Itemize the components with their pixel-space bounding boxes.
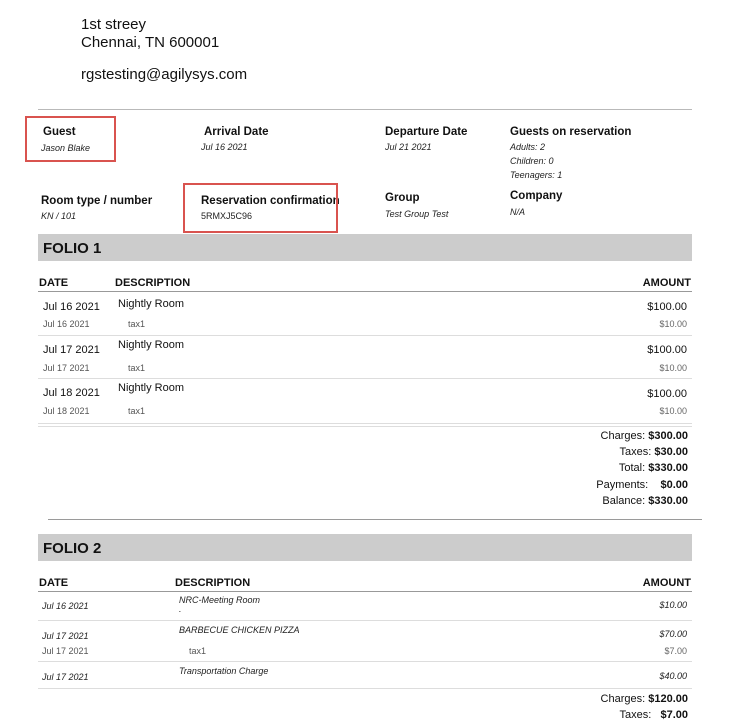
folio1-row2-description: Nightly Room <box>118 339 185 351</box>
folio1-row1-date: Jul 16 2021 <box>43 301 100 313</box>
folio1-row2-tax-label: tax1 <box>128 363 146 373</box>
folio1-row3-tax-amount: $10.00 <box>659 406 687 416</box>
folio2-taxes-label: Taxes: <box>619 709 652 721</box>
folio2-taxes-value: $7.00 <box>660 709 688 721</box>
folio1-row2-tax-date: Jul 17 2021 <box>43 363 90 373</box>
row-divider <box>38 620 692 621</box>
folio1-total <box>540 462 688 474</box>
folio1-balance-value: $330.00 <box>648 495 688 507</box>
room-label: Room type / number <box>41 195 153 207</box>
confirmation-label: Reservation confirmation <box>201 195 340 207</box>
confirmation-highlight-box <box>183 183 338 233</box>
folio1-balance <box>540 495 688 507</box>
folio1-taxes-label: Taxes: <box>619 446 652 458</box>
folio1-charges <box>540 430 688 442</box>
folio1-payments-label: Payments: <box>596 479 649 491</box>
folio2-row2-date: Jul 17 2021 <box>42 631 89 641</box>
folio2-taxes <box>540 709 688 721</box>
folio1-total-label: Total: <box>618 462 646 474</box>
company-label: Company <box>510 190 563 202</box>
folio1-row2-date: Jul 17 2021 <box>43 344 100 356</box>
folio1-charges-value: $300.00 <box>648 430 688 442</box>
row-divider <box>38 688 692 689</box>
company-value: N/A <box>510 207 526 217</box>
folio1-col-amount: AMOUNT <box>642 277 691 289</box>
folio1-taxes <box>540 446 688 458</box>
folio2-row1-note: . <box>179 604 182 614</box>
folio1-row1-amount: $100.00 <box>647 301 687 313</box>
folio2-header-rule <box>38 591 692 592</box>
folio2-charges-label: Charges: <box>600 693 646 705</box>
folio2-charges-value: $120.00 <box>648 693 688 705</box>
folio1-row3-amount: $100.00 <box>647 388 687 400</box>
folio2-row2-amount: $70.00 <box>659 629 687 639</box>
folio1-payments <box>540 479 688 491</box>
confirmation-value: 5RMXJ5C96 <box>201 211 253 221</box>
group-label: Group <box>385 192 420 204</box>
divider <box>48 519 702 520</box>
row-divider <box>38 426 692 427</box>
folio2-row3-date: Jul 17 2021 <box>42 672 89 682</box>
folio1-title: FOLIO 1 <box>43 240 102 257</box>
folio1-col-description: DESCRIPTION <box>115 277 191 289</box>
folio2-col-description: DESCRIPTION <box>175 577 251 589</box>
divider <box>38 109 692 110</box>
row-divider <box>38 378 692 379</box>
address-street: 1st streey <box>81 16 147 33</box>
departure-value: Jul 21 2021 <box>385 142 432 152</box>
departure-label: Departure Date <box>385 126 468 138</box>
folio1-header-rule <box>38 291 692 292</box>
guest-label: Guest <box>43 126 76 138</box>
folio2-row1-date: Jul 16 2021 <box>42 601 89 611</box>
folio1-row3-tax-label: tax1 <box>128 406 146 416</box>
folio1-charges-label: Charges: <box>600 430 646 442</box>
folio1-row3-description: Nightly Room <box>118 382 185 394</box>
folio1-payments-value: $0.00 <box>660 479 688 491</box>
guest-highlight-box <box>25 116 116 162</box>
folio1-row3-date: Jul 18 2021 <box>43 387 100 399</box>
guests-adults: Adults: 2 <box>510 142 546 152</box>
folio1-total-value: $330.00 <box>648 462 688 474</box>
folio2-row2-description: BARBECUE CHICKEN PIZZA <box>179 625 300 635</box>
guests-label: Guests on reservation <box>510 126 632 138</box>
folio1-row3-tax-date: Jul 18 2021 <box>43 406 90 416</box>
guest-value: Jason Blake <box>41 143 91 153</box>
folio2-row3-amount: $40.00 <box>659 671 687 681</box>
folio1-row1-tax-date: Jul 16 2021 <box>43 319 90 329</box>
address-city: Chennai, TN 600001 <box>81 34 220 51</box>
folio2-title: FOLIO 2 <box>43 540 102 557</box>
folio1-balance-label: Balance: <box>602 495 646 507</box>
group-value: Test Group Test <box>385 209 449 219</box>
guests-teenagers: Teenagers: 1 <box>510 170 563 180</box>
folio1-header <box>38 234 692 261</box>
folio2-charges <box>540 693 688 705</box>
arrival-label: Arrival Date <box>204 126 269 138</box>
folio2-header <box>38 534 692 561</box>
folio2-row2-tax-amount: $7.00 <box>664 646 687 656</box>
row-divider <box>38 335 692 336</box>
folio2-col-date: DATE <box>39 577 69 589</box>
folio1-row2-amount: $100.00 <box>647 344 687 356</box>
folio1-row1-description: Nightly Room <box>118 298 185 310</box>
folio2-row2-tax-date: Jul 17 2021 <box>42 646 89 656</box>
row-divider <box>38 423 692 424</box>
address-email: rgstesting@agilysys.com <box>81 66 248 83</box>
folio1-taxes-value: $30.00 <box>654 446 688 458</box>
folio2-col-amount: AMOUNT <box>642 577 691 589</box>
folio1-col-date: DATE <box>39 277 69 289</box>
folio1-row2-tax-amount: $10.00 <box>659 363 687 373</box>
folio1-row1-tax-label: tax1 <box>128 319 146 329</box>
folio2-row2-tax-label: tax1 <box>189 646 207 656</box>
folio2-row1-description: NRC-Meeting Room <box>179 595 261 605</box>
folio2-row3-description: Transportation Charge <box>179 666 269 676</box>
arrival-value: Jul 16 2021 <box>201 142 248 152</box>
guests-children: Children: 0 <box>510 156 554 166</box>
room-value: KN / 101 <box>41 211 77 221</box>
folio1-row1-tax-amount: $10.00 <box>659 319 687 329</box>
row-divider <box>38 661 692 662</box>
folio2-row1-amount: $10.00 <box>659 600 687 610</box>
